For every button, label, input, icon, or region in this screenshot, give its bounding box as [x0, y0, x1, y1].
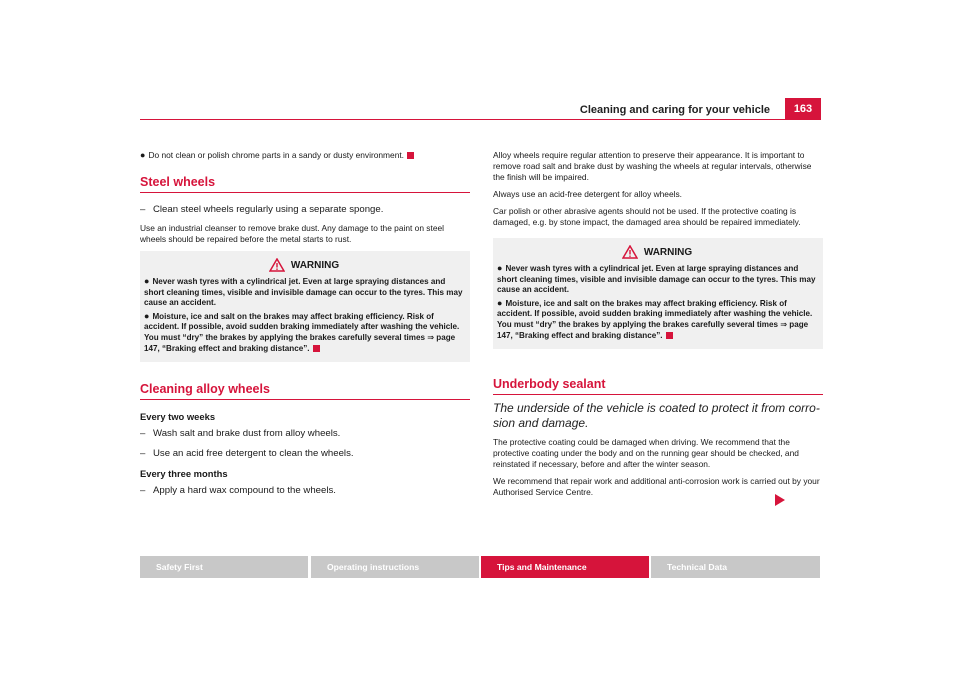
tab-tips-and-maintenance[interactable]: Tips and Maintenance [481, 556, 649, 578]
page-number: 163 [785, 98, 821, 120]
bullet-icon: ● [140, 150, 146, 160]
next-page-arrow-icon[interactable] [774, 493, 786, 507]
bullet-icon: ● [497, 263, 503, 273]
end-of-section-icon [313, 345, 320, 352]
right-column [493, 150, 823, 504]
steel-paragraph: Use an industrial cleanser to remove brake dust. Any damage to the paint on steel wheels should be repaired before the metal starts to rust. [140, 223, 445, 244]
underbody-paragraph: We recommend that repair work and additional anti-corrosion work is carried out by your Authorised Service Centre. [493, 476, 820, 498]
end-of-section-icon [666, 332, 673, 339]
underbody-paragraph: The protective coating could be damaged when driving. We recommend that the protective coating under the body and on the running gear should be checked, and reinstated if necessary, before and after the winter season. [493, 437, 799, 470]
warning-item: ● Moisture, ice and salt on the brakes may affect braking efficiency. Risk of accident. If possible, avoid sudden braking immediately after washing the vehicle. You must “dry” the brakes by applying the brakes carefully several times ⇒ page 147, “Braking effect and braking distance”. [497, 297, 813, 340]
alloy-wheels-heading: Cleaning alloy wheels [140, 382, 470, 400]
alloy-wheels-section [140, 382, 470, 400]
chrome-note: ● Do not clean or polish chrome parts in a sandy or dusty environment. [140, 150, 470, 161]
warning-item: ● Never wash tyres with a cylindrical jet. Even at large spraying distances and short cleaning times, visible and invisible damage can occur to the tyres. This may cause an accident. [497, 263, 816, 295]
alloy-step: – Use an acid free detergent to clean the wheels. [140, 448, 354, 460]
alloy-step: – Wash salt and brake dust from alloy wheels. [140, 428, 341, 440]
arrow-icon: ⇒ [780, 319, 788, 329]
warning-item: ● Never wash tyres with a cylindrical jet. Even at large spraying distances and short cleaning times, visible and invisible damage can occur to the tyres. This may cause an accident. [144, 276, 463, 308]
underbody-section [493, 377, 823, 395]
alloy-paragraph: Always use an acid-free detergent for alloy wheels. [493, 189, 683, 199]
steel-wheels-heading: Steel wheels [140, 175, 470, 193]
left-column [140, 150, 470, 504]
warning-item: ● Moisture, ice and salt on the brakes may affect braking efficiency. Risk of accident. If possible, avoid sudden braking immediately after washing the vehicle. You must “dry” the brakes by applying the brakes carefully several times ⇒ page 147, “Braking effect and braking distance”. [144, 310, 460, 353]
arrow-icon: ⇒ [427, 332, 435, 342]
warning-triangle-icon [622, 245, 638, 259]
warning-box-right [493, 238, 823, 349]
underbody-heading: Underbody sealant [493, 377, 823, 395]
steel-step: – Clean steel wheels regularly using a separate sponge. [140, 204, 384, 215]
alloy-step: – Apply a hard wax compound to the wheels. [140, 485, 336, 497]
tab-safety-first[interactable]: Safety First [140, 556, 308, 578]
subheading-two-weeks: Every two weeks [140, 411, 216, 423]
warning-box-left [140, 251, 470, 362]
tab-operating-instructions[interactable]: Operating instructions [311, 556, 479, 578]
tab-technical-data[interactable]: Technical Data [651, 556, 820, 578]
underbody-intro: The underside of the vehicle is coated to protect it from corro-sion and damage. [493, 401, 820, 431]
alloy-paragraph: Alloy wheels require regular attention to preserve their appearance. It is important to remove road salt and brake dust by washing the wheels at regular intervals, otherwise the finish will be impaired. [493, 150, 812, 182]
bullet-icon: ● [144, 310, 150, 321]
warning-title: WARNING [643, 246, 693, 258]
page-reference-link[interactable]: page 147, “Braking effect and braking distance”. [144, 332, 456, 353]
bullet-icon: ● [144, 276, 150, 286]
warning-title: WARNING [290, 259, 340, 271]
page-header-title: Cleaning and caring for your vehicle [579, 104, 770, 116]
page-reference-link[interactable]: page 147, “Braking effect and braking distance”. [497, 319, 809, 340]
alloy-paragraph: Car polish or other abrasive agents should not be used. If the protective coating is damaged, e.g. by stone impact, the damaged area should be repaired immediately. [493, 206, 801, 227]
end-of-section-icon [407, 152, 414, 159]
header-rule [140, 119, 820, 120]
bullet-icon: ● [497, 297, 503, 308]
warning-triangle-icon [269, 258, 285, 272]
subheading-three-months: Every three months [140, 468, 228, 480]
steel-wheels-section [140, 175, 470, 193]
